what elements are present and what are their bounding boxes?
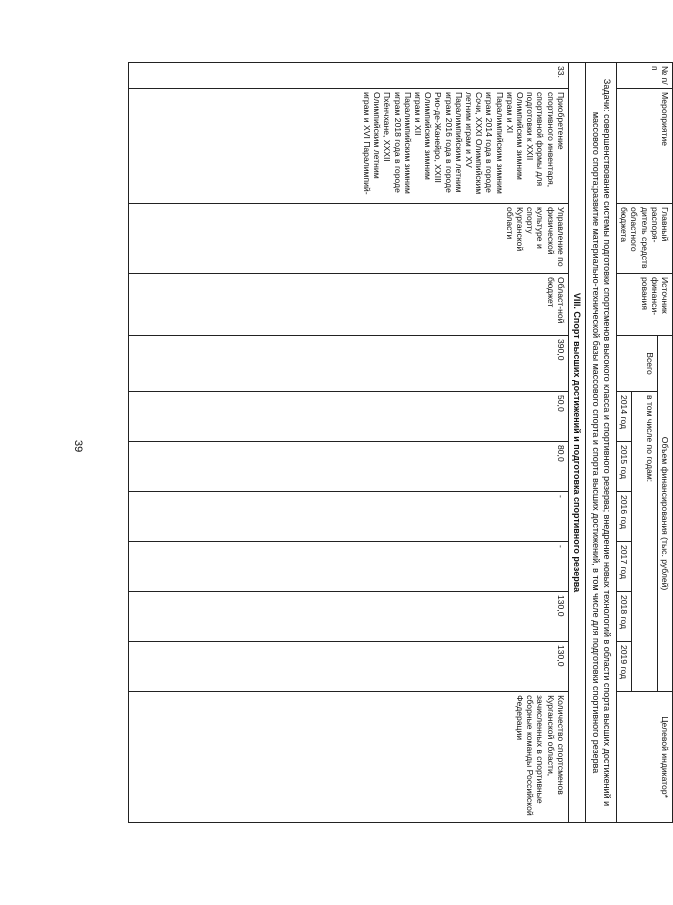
- header-year: 2015 год: [616, 442, 631, 492]
- table-row: [128, 63, 568, 823]
- row-manager: Управление по физической культуре и спорту Курганской области: [128, 204, 568, 274]
- header-by-years: в том числе по годам:: [632, 392, 658, 692]
- header-total: Всего: [616, 336, 657, 392]
- row-2018: 130,0: [128, 592, 568, 642]
- row-indicator: Количество спортсменов Курганской области, зачисленных в спортивные сборные команды Российской Федерации: [128, 692, 568, 823]
- row-num: 33.: [128, 63, 568, 89]
- section-row: [568, 63, 585, 823]
- section-title: VIII. Спорт высших достижений и подготовка спортивного резерва: [568, 63, 585, 823]
- header-source: Источник финанси-рования: [616, 274, 672, 336]
- row-total: 390,0: [128, 336, 568, 392]
- row-2016: -: [128, 492, 568, 542]
- row-2015: 80,0: [128, 442, 568, 492]
- task-row: [585, 63, 616, 823]
- header-year: 2018 год: [616, 592, 631, 642]
- header-year: 2017 год: [616, 542, 631, 592]
- program-table: [128, 62, 673, 823]
- row-event: Приобретение спортивного инвентаря, спортивной формы для подготовки к XXII Олимпийским зимним играм и XI Паралимпийским зимним играм 2014 года в городе Сочи, XXXI Олимпийским летним играм и XV Паралимпийским летним играм 2016 года в городе Рио-де-Жанейро, XXIII Олимпийским зимним играм и XII Паралимпийским зимним играм 2018 года в городе Пхёнчхане, XXXII Олимпийским летним играм и XVI Паралимпий-: [128, 89, 568, 204]
- row-2014: 50,0: [128, 392, 568, 442]
- header-indicator: Целевой индикатор*: [616, 692, 672, 823]
- row-2019: 130,0: [128, 642, 568, 692]
- task-text: Задачи: совершенствование системы подготовки спортсменов высокого класса и спортивного резерва; внедрение новых технологий в области спорта высших достижений и массового спорта;развитие материально-технической базы массового спорта и спорта высших достижений, в том числе для подготовки спортивного резерва: [585, 63, 616, 823]
- header-year: 2016 год: [616, 492, 631, 542]
- header-year: 2019 год: [616, 642, 631, 692]
- header-row-1: [657, 63, 672, 823]
- rotated-table-page: [113, 62, 673, 822]
- header-funding: Объем финансирования (тыс. рублей): [657, 336, 672, 692]
- header-event: Мероприятие: [616, 89, 672, 204]
- row-2017: -: [128, 542, 568, 592]
- page-number: 39: [72, 440, 84, 453]
- row-source: Област-ной бюджет: [128, 274, 568, 336]
- header-num: № п/п: [616, 63, 672, 89]
- header-year: 2014 год: [616, 392, 631, 442]
- header-manager: Главный распоря-дитель средств областного бюджета: [616, 204, 672, 274]
